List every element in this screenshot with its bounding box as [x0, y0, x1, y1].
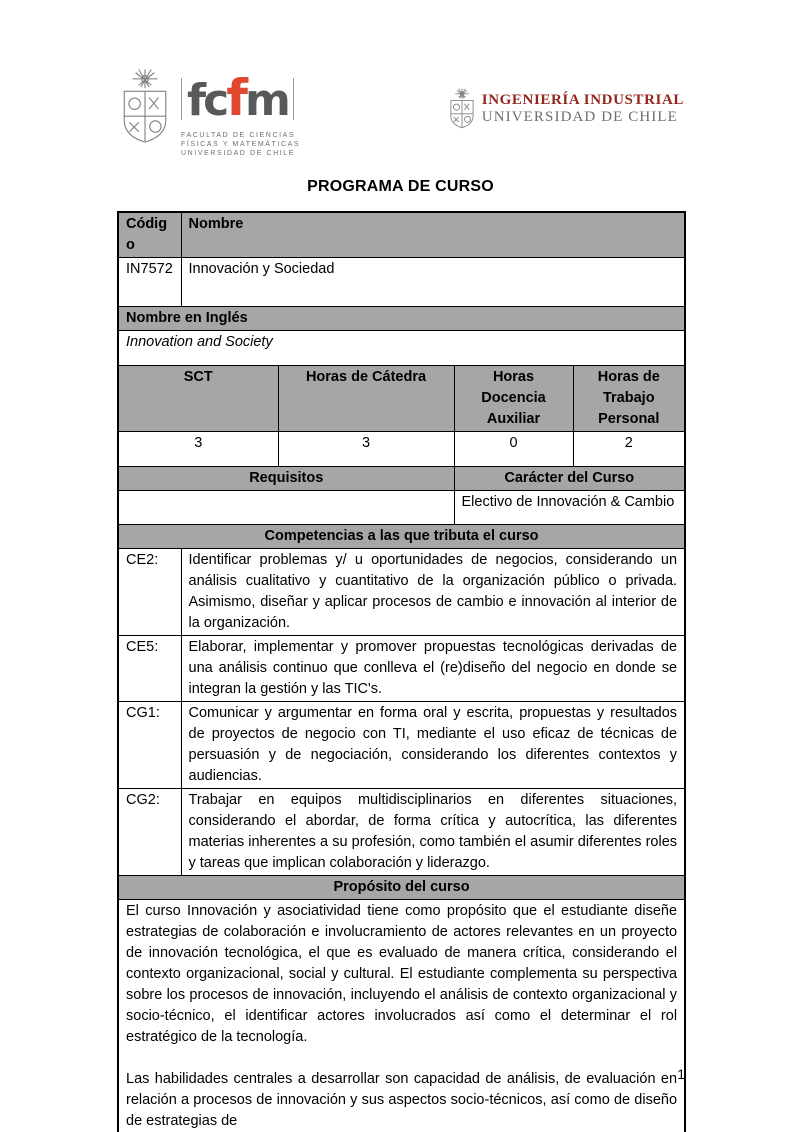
page-title: PROGRAMA DE CURSO [307, 178, 494, 195]
faculty-line-1: FACULTAD DE CIENCIAS [181, 132, 296, 139]
table-row [118, 212, 685, 258]
fcfm-wordmark [181, 69, 301, 158]
table-row [118, 525, 685, 549]
course-program-table [117, 211, 686, 1132]
horas-docencia-header-cell: Horas Docencia Auxiliar [454, 366, 573, 432]
fcfm-part3: m [245, 75, 288, 126]
document-content [117, 0, 684, 1132]
proposito-section-header: Propósito del curso [118, 876, 685, 900]
fcfm-part1: fc [187, 75, 227, 126]
horas-trabajo-value-cell: 2 [573, 432, 685, 467]
competencia-text-cell: Elaborar, implementar y promover propuestas tecnológicas derivadas de una análisis continuo que conlleva el (re)diseño del negocio en donde se integran la gestión y las TIC's. [181, 636, 685, 702]
table-row [118, 789, 685, 876]
universidad-de-chile-label: UNIVERSIDAD DE CHILE [481, 109, 678, 125]
page-number: 1 [677, 1066, 685, 1082]
table-row [118, 702, 685, 789]
competencia-text-cell: Comunicar y argumentar en forma oral y escrita, propuestas y resultados de proyectos de negocio con TI, mediante el uso eficaz de técnicas de persuasión y de negociación, considerando los diferentes contextos y audiencias. [181, 702, 685, 789]
competencia-code-cell: CE5: [118, 636, 181, 702]
proposito-paragraph-2: Las habilidades centrales a desarrollar son capacidad de análisis, de evaluación en relación a procesos de innovación y sus aspectos socio-técnicos, así como de diseño de estrategias de [126, 1071, 678, 1129]
nombre-header-cell: Nombre [181, 212, 685, 258]
caracter-header-cell: Carácter del Curso [454, 467, 685, 491]
nombre-value-cell: Innovación y Sociedad [181, 258, 685, 307]
competencia-code-cell: CG1: [118, 702, 181, 789]
horas-catedra-header-cell: Horas de Cátedra [278, 366, 454, 432]
ingenieria-industrial-logo [447, 86, 684, 141]
table-row [118, 307, 685, 331]
table-row [118, 432, 685, 467]
table-row [118, 491, 685, 525]
table-row [118, 258, 685, 307]
document-header [117, 66, 684, 162]
codigo-value-cell: IN7572 [118, 258, 181, 307]
faculty-line-3: UNIVERSIDAD DE CHILE [181, 150, 296, 157]
university-shield-icon [447, 86, 477, 141]
competencias-section-header: Competencias a las que tributa el curso [118, 525, 685, 549]
nombre-ingles-value-cell: Innovation and Society [118, 331, 685, 366]
fcfm-logo [117, 66, 300, 161]
fcfm-part2: f [226, 69, 245, 127]
faculty-line-2: FÍSICAS Y MATEMÁTICAS [181, 141, 301, 148]
competencia-code-cell: CG2: [118, 789, 181, 876]
sct-header-cell: SCT [118, 366, 278, 432]
fcfm-text [182, 69, 293, 127]
table-row [118, 549, 685, 636]
table-row [118, 366, 685, 432]
ingenieria-industrial-label: INGENIERÍA INDUSTRIAL [481, 92, 684, 108]
sct-value-cell: 3 [118, 432, 278, 467]
requisitos-value-cell [118, 491, 454, 525]
table-row [118, 900, 685, 1132]
proposito-paragraph-1: El curso Innovación y asociatividad tiene como propósito que el estudiante diseñe estrategias de colaboración e involucramiento de actores relevantes en un proyecto de innovación tecnológica, el que es evaluado de manera crítica, considerando el contexto organizacional, social y cultural. El estudiante complementa su perspectiva sobre los procesos de innovación, incluyendo el análisis de contexto organizacional y socio-técnico, el identificar actores involucrados así como el determinar el rol estratégico de la tecnología. [126, 903, 678, 1045]
competencia-text-cell: Identificar problemas y/ u oportunidades de negocios, considerando un análisis cualitativo y cuantitativo de la organización público o privada. Asimismo, diseñar y aplicar procesos de cambio e innovación al interior de la organización. [181, 549, 685, 636]
horas-trabajo-header-cell: Horas de Trabajo Personal [573, 366, 685, 432]
table-row [118, 331, 685, 366]
competencia-code-cell: CE2: [118, 549, 181, 636]
horas-docencia-value-cell: 0 [454, 432, 573, 467]
table-row [118, 467, 685, 491]
logo-rule-right [293, 78, 294, 120]
horas-catedra-value-cell: 3 [278, 432, 454, 467]
proposito-text-cell [118, 900, 685, 1132]
ingenieria-industrial-wordmark [482, 92, 684, 126]
table-row [118, 876, 685, 900]
competencia-text-cell: Trabajar en equipos multidisciplinarios en diferentes situaciones, considerando el abordar, de forma crítica y autocrítica, las diferentes materias inherentes a su profesión, como también el asumir diferentes roles y tareas que implican colaboración y liderazgo. [181, 789, 685, 876]
caracter-value-cell: Electivo de Innovación & Cambio [454, 491, 685, 525]
codigo-header-cell: Código [118, 212, 181, 258]
university-shield-icon [117, 66, 173, 161]
requisitos-header-cell: Requisitos [118, 467, 454, 491]
nombre-ingles-header-cell: Nombre en Inglés [118, 307, 685, 331]
table-row [118, 636, 685, 702]
faculty-name [181, 131, 300, 158]
